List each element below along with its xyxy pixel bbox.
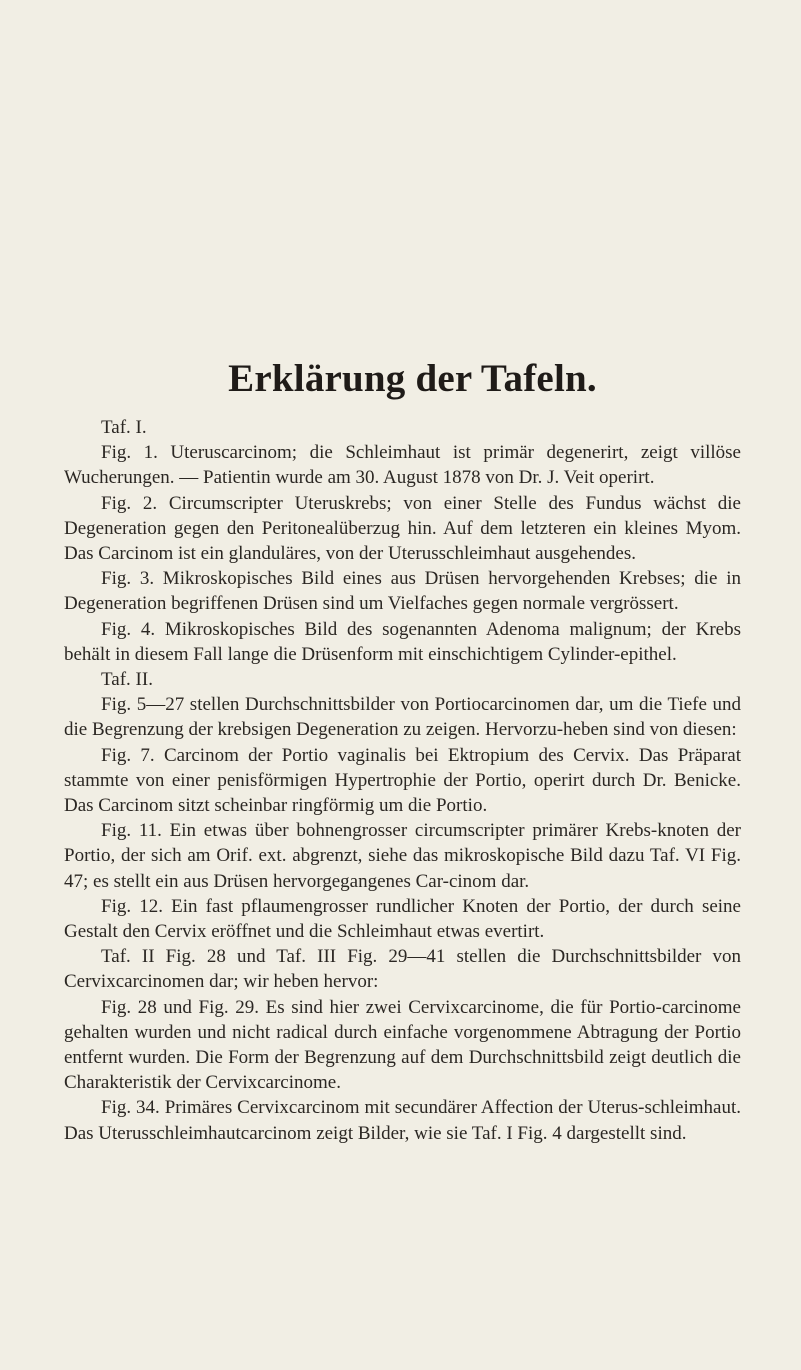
figure-description-28-29: Fig. 28 und Fig. 29. Es sind hier zwei Cervixcarcinome, die für Portio-carcinome gehalten wurden und nicht radical durch einfache vorgenommene Abtragung der Portio entfernt wurden. Die Form der Begrenzung auf dem Durchschnittsbild zeigt deutlich die Charakteristik der Cervixcarcinome. (64, 996, 741, 1094)
document-body (64, 415, 741, 1146)
figure-description-4: Fig. 4. Mikroskopisches Bild des sogenannten Adenoma malignum; der Krebs behält in diesem Fall lange die Drüsenform mit einschichtigem Cylinder-epithel. (64, 618, 741, 665)
figure-description-3: Fig. 3. Mikroskopisches Bild eines aus Drüsen hervorgehenden Krebses; die in Degeneration begriffenen Drüsen sind um Vielfaches gegen normale vergrössert. (64, 568, 741, 615)
figure-description-28-41: Taf. II Fig. 28 und Taf. III Fig. 29—41 stellen die Durchschnittsbilder von Cervixcarcinomen dar; wir heben hervor: (64, 946, 741, 993)
figure-description-1: Fig. 1. Uteruscarcinom; die Schleimhaut ist primär degenerirt, zeigt villöse Wucherungen. — Patientin wurde am 30. August 1878 von Dr. J. Veit operirt. (64, 442, 741, 489)
figure-description-7: Fig. 7. Carcinom der Portio vaginalis bei Ektropium des Cervix. Das Präparat stammte von einer penisförmigen Hypertrophie der Portio, operirt durch Dr. Benicke. Das Carcinom sitzt scheinbar ringförmig um die Portio. (64, 744, 741, 817)
figure-description-2: Fig. 2. Circumscripter Uteruskrebs; von einer Stelle des Fundus wächst die Degeneration gegen den Peritonealüberzug hin. Auf dem letzteren ein kleines Myom. Das Carcinom ist ein glanduläres, von der Uterusschleimhaut ausgehendes. (64, 492, 741, 565)
plate-heading-ii: Taf. II. (101, 669, 153, 691)
figure-description-12: Fig. 12. Ein fast pflaumengrosser rundlicher Knoten der Portio, der durch seine Gestalt den Cervix eröffnet und die Schleimhaut etwas evertirt. (64, 895, 741, 943)
page-title: Erklärung der Tafeln. (228, 357, 597, 400)
plate-heading-i: Taf. I. (101, 417, 147, 438)
figure-description-34: Fig. 34. Primäres Cervixcarcinom mit secundärer Affection der Uterus-schleimhaut. Das Uterusschleimhautcarcinom zeigt Bilder, wie sie Taf. I Fig. 4 dargestellt sind. (64, 1097, 741, 1144)
figure-description-5-27: Fig. 5—27 stellen Durchschnittsbilder von Portiocarcinomen dar, um die Tiefe und die Begrenzung der krebsigen Degeneration zu zeigen. Hervorzu-heben sind von diesen: (64, 694, 741, 741)
figure-description-11: Fig. 11. Ein etwas über bohnengrosser circumscripter primärer Krebs-knoten der Portio, der sich am Orif. ext. abgrenzt, siehe das mikroskopische Bild dazu Taf. VI Fig. 47; es stellt ein aus Drüsen hervorgegangenes Car-cinom dar. (64, 820, 741, 892)
